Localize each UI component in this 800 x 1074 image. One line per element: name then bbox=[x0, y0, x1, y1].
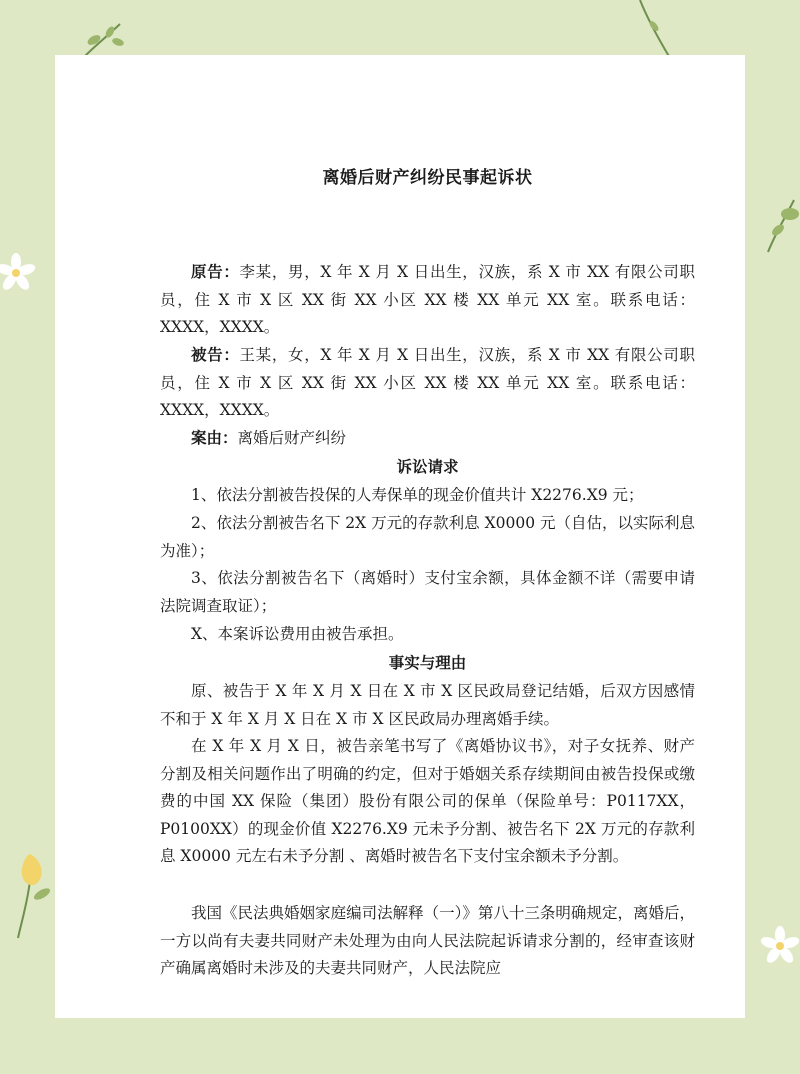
tulip-icon bbox=[10, 850, 60, 940]
flower-icon-small bbox=[758, 920, 800, 970]
defendant-paragraph bbox=[160, 342, 695, 425]
facts-paragraph: 我国《民法典婚姻家庭编司法解释（一）》第八十三条明确规定，离婚后，一方以尚有夫妻共同财产未处理为由向人民法院起诉请求分割的，经审查该财产确属离婚时未涉及的夫妻共同财产，人民法院应 bbox=[160, 904, 695, 977]
cause-label: 案由： bbox=[191, 429, 238, 447]
plaintiff-text: 李某，男，X 年 X 月 X 日出生，汉族，系 X 市 XX 有限公司职员，住 X 市 X 区 XX 街 XX 小区 XX 楼 XX 单元 XX 室。联系电话：XXXX，XXXX。 bbox=[160, 263, 695, 336]
facts-paragraph: 原、被告于 X 年 X 月 X 日在 X 市 X 区民政局登记结婚，后双方因感情不和于 X 年 X 月 X 日在 X 市 X 区民政局办理离婚手续。 bbox=[160, 682, 695, 728]
claim-item: 1、依法分割被告投保的人寿保单的现金价值共计 X2276.X9 元； bbox=[191, 486, 644, 504]
cause-paragraph bbox=[160, 425, 695, 453]
document-title: 离婚后财产纠纷民事起诉状 bbox=[322, 168, 533, 188]
defendant-label: 被告： bbox=[191, 346, 240, 364]
defendant-text: 王某，女，X 年 X 月 X 日出生，汉族，系 X 市 XX 有限公司职员，住 X 市 X 区 XX 街 XX 小区 XX 楼 XX 单元 XX 室。联系电话：XXXX，XXXX。 bbox=[160, 346, 695, 419]
claim-item: 3、依法分割被告名下（离婚时）支付宝余额，具体金额不详（需要申请法院调查取证）； bbox=[160, 569, 695, 615]
stem-icon bbox=[630, 0, 680, 60]
claim-item: X、本案诉讼费用由被告承担。 bbox=[191, 625, 404, 643]
facts-paragraph: 在 X 年 X 月 X 日，被告亲笔书写了《离婚协议书》，对子女抚养、财产分割及相关问题作出了明确的约定，但对于婚姻关系存续期间由被告投保或缴费的中国 XX 保险（集团）股份有限公司的保单（保险单号：P0117XX，P0100XX）的现金价值 X2276.X9 元未予分割、被告名下 2X 万元的存款利息 X0000 元左右未予分割 、离婚时被告名下支付宝余额未予分割。 bbox=[160, 737, 695, 865]
document-page bbox=[55, 55, 745, 1018]
claim-item: 2、依法分割被告名下 2X 万元的存款利息 X0000 元（自估，以实际利息为准）； bbox=[160, 514, 695, 560]
facts-heading: 事实与理由 bbox=[388, 654, 467, 672]
plaintiff-label: 原告： bbox=[191, 263, 240, 281]
leaf-sprig-icon bbox=[80, 18, 130, 58]
claims-heading: 诉讼请求 bbox=[396, 458, 459, 476]
cause-text: 离婚后财产纠纷 bbox=[237, 429, 347, 447]
plaintiff-paragraph bbox=[160, 259, 695, 342]
leaf-branch-icon bbox=[764, 196, 800, 256]
flower-icon bbox=[0, 250, 38, 296]
